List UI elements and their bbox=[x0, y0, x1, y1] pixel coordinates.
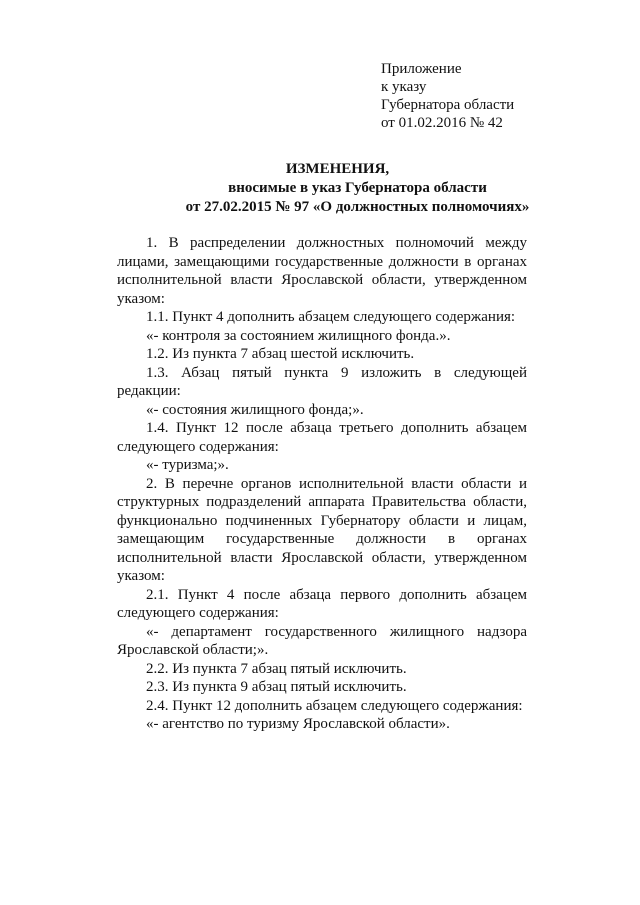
paragraph-1: 1. В распределении должностных полномочий между лицами, замещающими государственные должности в органах исполнительной власти Ярославской области, утвержденном указом: bbox=[117, 235, 527, 307]
paragraph-2-2: 2.2. Из пункта 7 абзац пятый исключить. bbox=[146, 660, 407, 677]
paragraph-1-3-text: «- состояния жилищного фонда;». bbox=[146, 401, 364, 418]
paragraph-1-1: 1.1. Пункт 4 дополнить абзацем следующего содержания: bbox=[146, 309, 516, 325]
paragraph-2: 2. В перечне органов исполнительной власти области и структурных подразделений аппарата Правительства области, функционально подчиненных Губернатору области и лицам, замещающим государственные должности в органах исполнительной власти Ярославской области, утвержденном указом: bbox=[117, 475, 527, 584]
paragraph-2-4: 2.4. Пункт 12 дополнить абзацем следующего содержания: bbox=[146, 697, 523, 714]
appendix-line-2: к указу bbox=[381, 79, 427, 95]
title-line-2: вносимые в указ Губернатора области bbox=[228, 180, 487, 196]
paragraph-2-4-text: «- агентство по туризму Ярославской области». bbox=[146, 716, 450, 732]
title-line-3: от 27.02.2015 № 97 «О должностных полномочиях» bbox=[185, 199, 530, 215]
paragraph-2-1: 2.1. Пункт 4 после абзаца первого дополнить абзацем следующего содержания: bbox=[117, 586, 527, 621]
document-body bbox=[117, 234, 527, 734]
document-title bbox=[0, 160, 640, 217]
appendix-header bbox=[381, 60, 514, 132]
paragraph-1-4: 1.4. Пункт 12 после абзаца третьего дополнить абзацем следующего содержания: bbox=[117, 420, 527, 455]
appendix-line-3: Губернатора области bbox=[381, 97, 515, 113]
paragraph-1-2: 1.2. Из пункта 7 абзац шестой исключить. bbox=[146, 346, 415, 362]
paragraph-2-3: 2.3. Из пункта 9 абзац пятый исключить. bbox=[146, 679, 407, 695]
appendix-line-1: Приложение bbox=[381, 61, 462, 77]
paragraph-1-1-text: «- контроля за состоянием жилищного фонда.». bbox=[146, 327, 451, 344]
title-line-1: ИЗМЕНЕНИЯ, bbox=[285, 161, 390, 177]
paragraph-1-3: 1.3. Абзац пятый пункта 9 изложить в следующей редакции: bbox=[117, 364, 527, 399]
paragraph-2-1-text: «- департамент государственного жилищного надзора Ярославской области;». bbox=[117, 623, 527, 658]
paragraph-1-4-text: «- туризма;». bbox=[146, 457, 229, 473]
appendix-line-4: от 01.02.2016 № 42 bbox=[381, 115, 503, 131]
